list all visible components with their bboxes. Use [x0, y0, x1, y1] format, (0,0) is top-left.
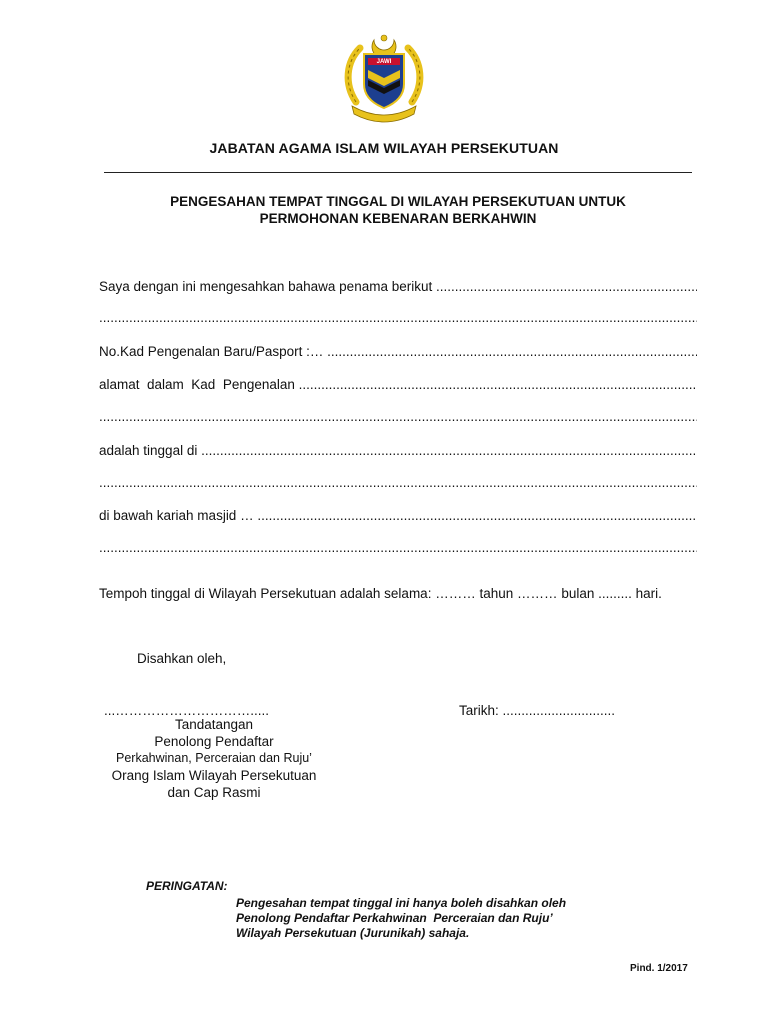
warning-text: [236, 896, 616, 941]
jawi-logo: [338, 32, 430, 124]
warning-line1: Pengesahan tempat tinggal ini hanya boleh disahkan oleh: [236, 896, 567, 910]
name-field-label: Saya dengan ini mengesahkan bahawa penama berikut: [99, 279, 433, 294]
form-title-line1: PENGESAHAN TEMPAT TINGGAL DI WILAYAH PERSEKUTUAN UNTUK: [170, 194, 626, 209]
signature-block: [94, 716, 334, 801]
form-code: Pind. 1/2017: [630, 963, 688, 974]
date-label: Tarikh:: [459, 703, 499, 718]
signature-label: Tandatangan: [174, 717, 254, 732]
address-field-continuation[interactable]: [99, 408, 697, 426]
residence-field[interactable]: [99, 442, 697, 460]
name-field[interactable]: [99, 278, 697, 296]
residence-field-label: adalah tinggal di: [99, 443, 198, 458]
ic-field[interactable]: [99, 343, 697, 361]
role-line4: dan Cap Rasmi: [167, 785, 261, 800]
duration-years-label: tahun: [479, 586, 514, 601]
form-title-line2: PERMOHONAN KEBENARAN BERKAHWIN: [259, 211, 537, 226]
duration-prefix: Tempoh tinggal di Wilayah Persekutuan adalah selama:: [99, 586, 432, 601]
address-field-label: alamat dalam Kad Pengenalan: [99, 377, 295, 392]
role-line2: Perkahwinan, Perceraian dan Ruju’: [116, 751, 312, 765]
duration-days-input[interactable]: .........: [598, 586, 632, 601]
ic-field-label: No.Kad Pengenalan Baru/Pasport :…: [99, 344, 324, 359]
address-field[interactable]: [99, 376, 697, 394]
mosque-field-continuation[interactable]: [99, 539, 697, 557]
warning-label: PERINGATAN:: [146, 879, 228, 893]
jawi-crest-icon: [338, 32, 430, 124]
duration-months-label: bulan: [561, 586, 595, 601]
signature-line[interactable]: ...………………………….....: [104, 703, 270, 718]
residence-field-continuation[interactable]: [99, 474, 697, 492]
mosque-field-label: di bawah kariah masjid …: [99, 508, 254, 523]
role-line3: Orang Islam Wilayah Persekutuan: [111, 768, 317, 783]
header-divider: [104, 172, 692, 173]
confirmed-by-label: Disahkan oleh,: [137, 651, 227, 666]
mosque-field[interactable]: [99, 507, 697, 525]
duration-years-input[interactable]: ………: [435, 586, 476, 601]
role-line1: Penolong Pendaftar: [154, 734, 274, 749]
warning-line2: Penolong Pendaftar Perkahwinan Perceraian dan Ruju’: [236, 911, 553, 925]
form-title: [104, 193, 692, 227]
duration-months-input[interactable]: ………: [517, 586, 558, 601]
warning-line3: Wilayah Persekutuan (Jurunikah) sahaja.: [236, 926, 470, 940]
duration-row: [99, 586, 662, 601]
name-field-continuation[interactable]: [99, 309, 697, 327]
duration-days-label: hari.: [635, 586, 662, 601]
date-field[interactable]: [459, 703, 615, 718]
organization-name: JABATAN AGAMA ISLAM WILAYAH PERSEKUTUAN: [209, 140, 559, 156]
logo-text: JAWI: [376, 59, 392, 65]
date-input[interactable]: ..............................: [502, 703, 616, 718]
